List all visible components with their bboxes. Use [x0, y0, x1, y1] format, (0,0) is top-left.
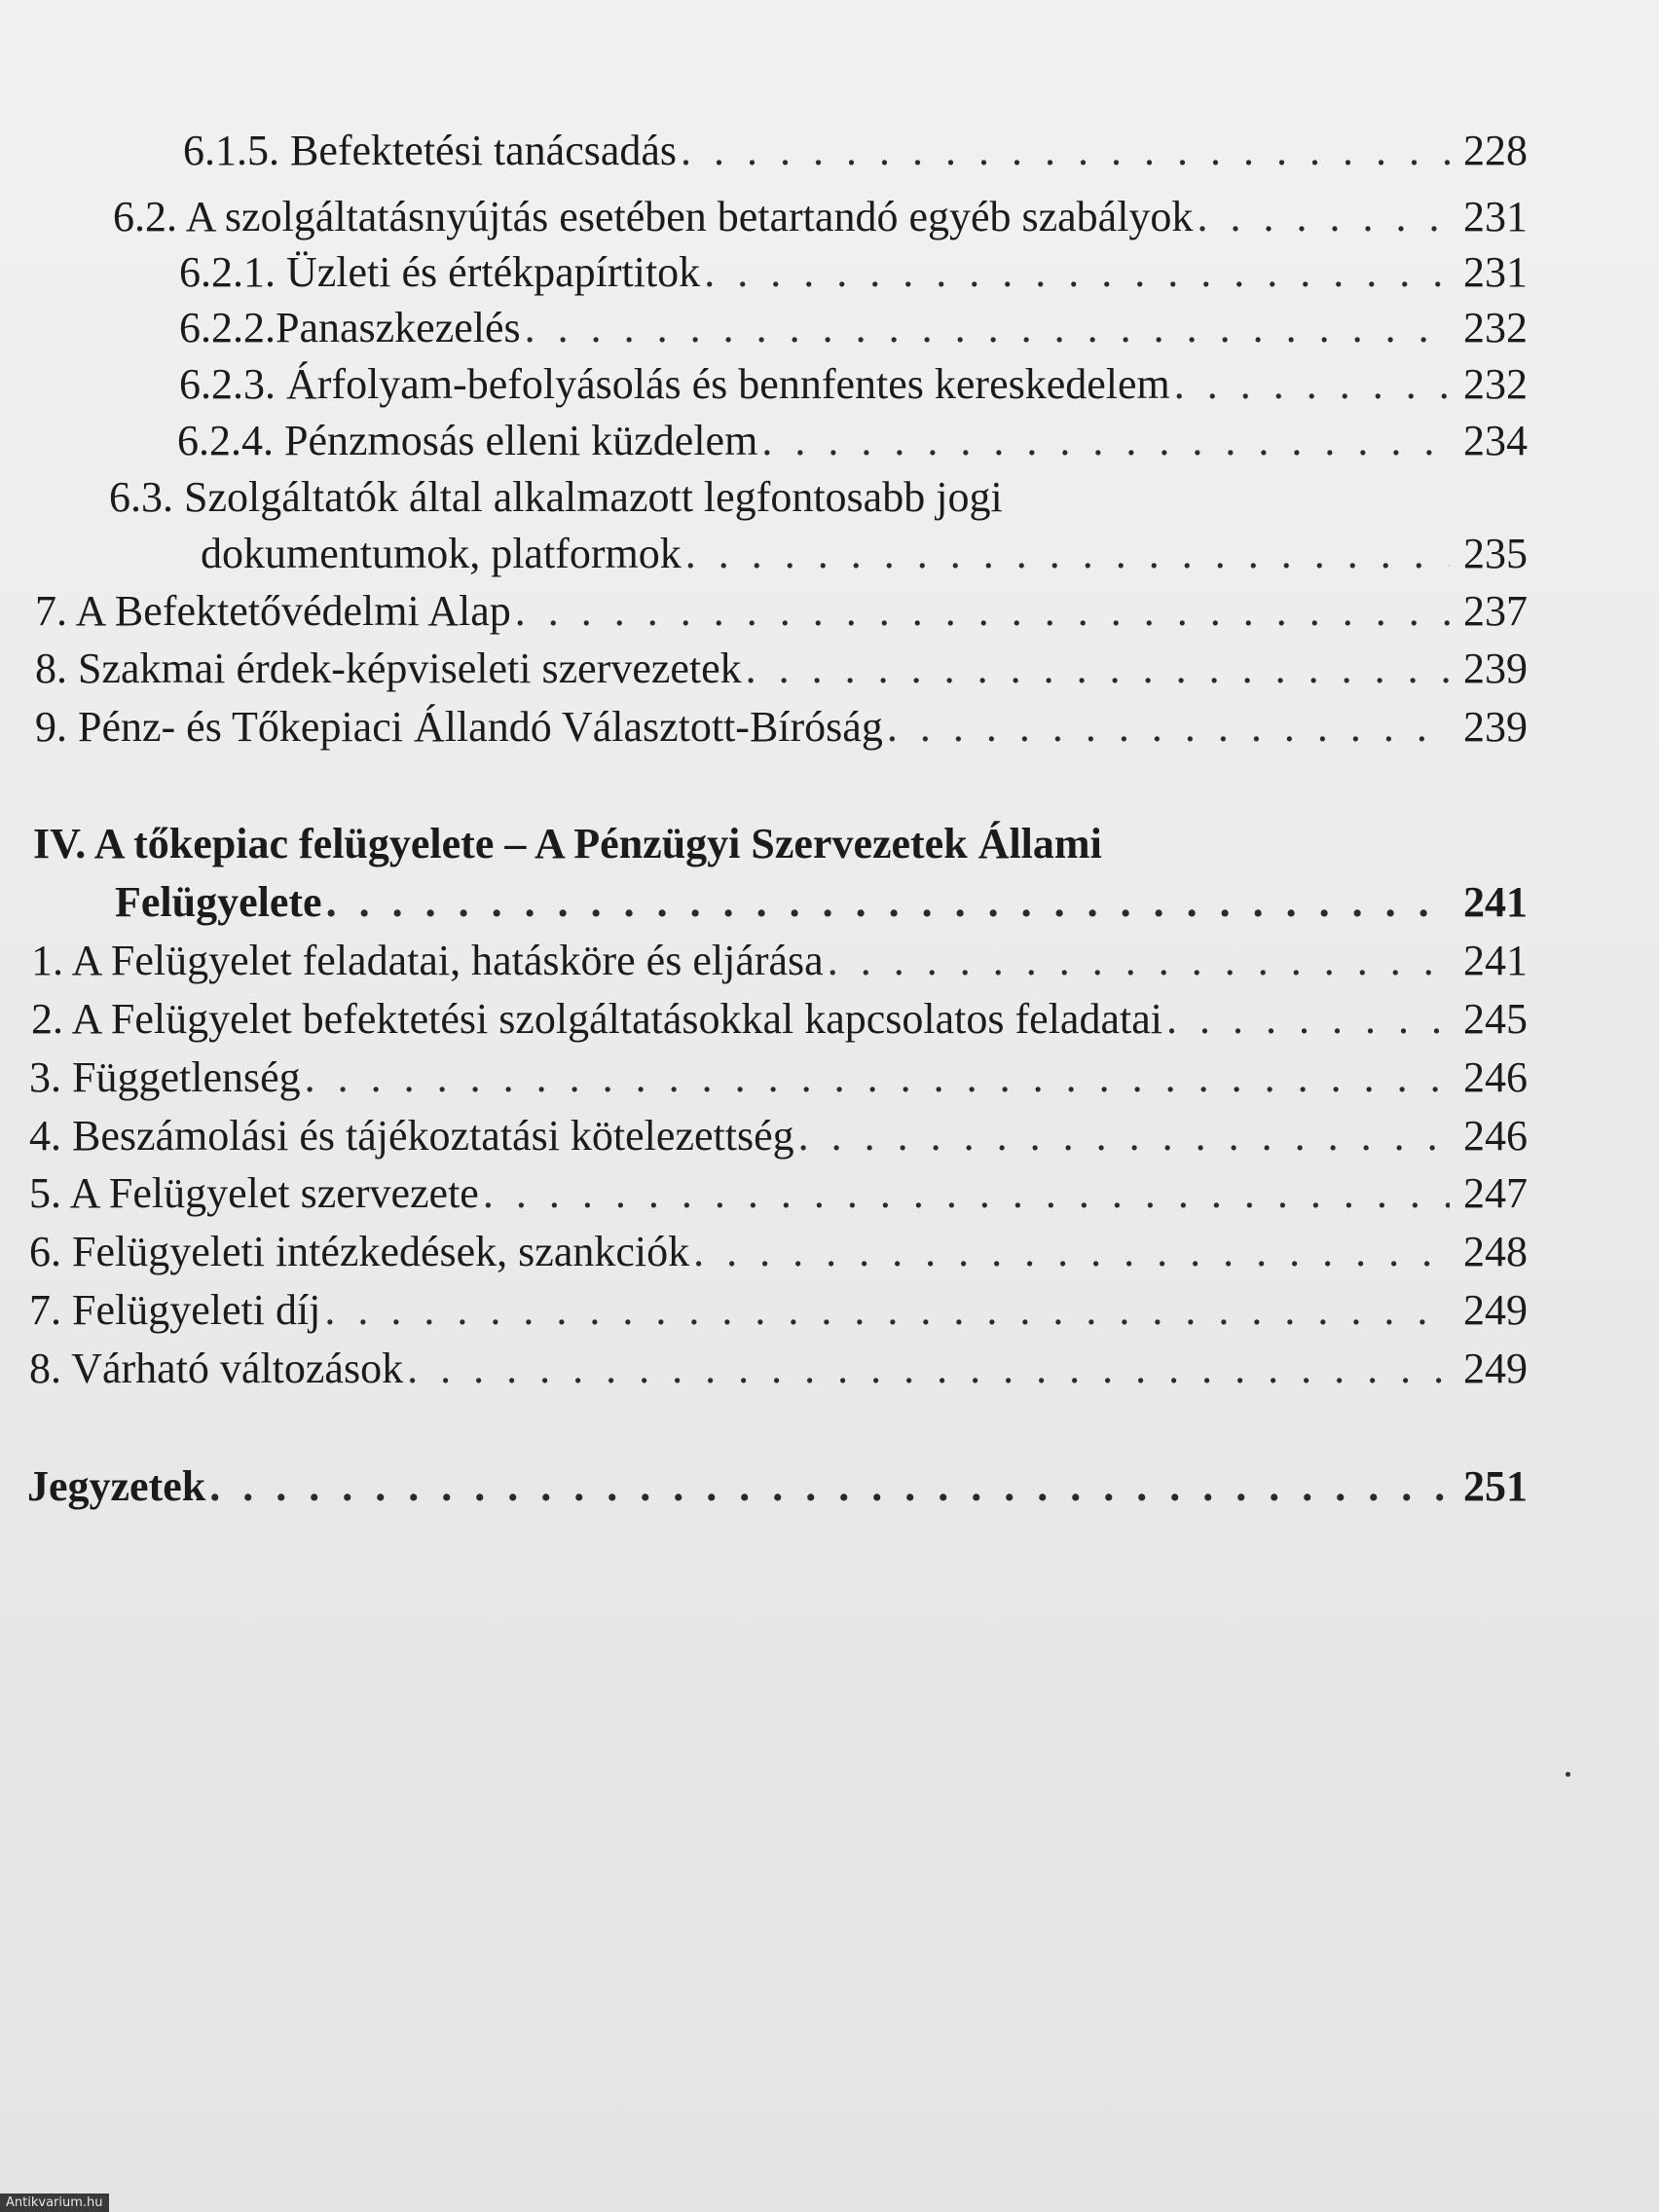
toc-entry: 9. Pénz- és Tőkepiaci Állandó Választott-Bíróság . . . 239 — [35, 703, 1528, 752]
leader-dots — [1197, 193, 1450, 241]
leader-dots — [798, 1112, 1450, 1161]
toc-entry: 6.2.1. Üzleti és értékpapírtitok . . . 231 — [179, 248, 1528, 297]
leader-dots — [681, 127, 1450, 175]
toc-entry: 7. A Befektetővédelmi Alap . . . 237 — [35, 587, 1528, 636]
toc-entry: 7. Felügyeleti díj . . . 249 — [29, 1286, 1528, 1335]
leader-dots — [761, 417, 1450, 465]
toc-entry: 5. A Felügyelet szervezete . . . 247 — [29, 1169, 1528, 1218]
leader-dots — [1174, 360, 1450, 409]
toc-entry-first-line: 6.3. Szolgáltatók által alkalmazott legfontosabb jogi — [109, 473, 1003, 521]
toc-entry: dokumentumok, platformok . . . 235 — [201, 530, 1528, 578]
toc-entry-chapter: Felügyelete . . . 241 — [115, 878, 1528, 927]
leader-dots — [1166, 995, 1450, 1044]
leader-dots — [209, 1462, 1450, 1511]
leader-dots — [746, 645, 1450, 693]
toc-entry: 4. Beszámolási és tájékoztatási kötelezettség . . . 246 — [29, 1112, 1528, 1161]
watermark-label: Antikvarium.hu — [0, 2194, 109, 2212]
leader-dots — [525, 304, 1450, 352]
leader-dots — [483, 1169, 1450, 1218]
leader-dots — [515, 587, 1450, 636]
toc-entry: 6.1.5. Befektetési tanácsadás . . . 228 — [183, 127, 1528, 175]
toc-entry: 8. Szakmai érdek-képviseleti szervezetek . . . 239 — [35, 645, 1528, 693]
leader-dots — [326, 878, 1450, 927]
leader-dots — [407, 1345, 1450, 1393]
leader-dots — [305, 1053, 1450, 1102]
leader-dots — [828, 937, 1450, 985]
leader-dots — [887, 703, 1450, 752]
toc-entry: 2. A Felügyelet befektetési szolgáltatásokkal kapcsolatos feladatai . . . 245 — [31, 995, 1528, 1044]
leader-dots — [685, 530, 1450, 578]
toc-entry: 3. Függetlenség . . . 246 — [29, 1053, 1528, 1102]
toc-entry: 6.2. A szolgáltatásnyújtás esetében betartandó egyéb szabályok . . . 231 — [113, 193, 1528, 241]
toc-entry: 8. Várható változások . . . 249 — [29, 1345, 1528, 1393]
chapter-heading-first-line: IV. A tőkepiac felügyelete – A Pénzügyi Szervezetek Állami — [33, 820, 1102, 867]
toc-entry: 1. A Felügyelet feladatai, hatásköre és eljárása . . . 241 — [31, 937, 1528, 985]
leader-dots — [693, 1228, 1450, 1276]
leader-dots — [324, 1286, 1450, 1335]
toc-entry: 6.2.3. Árfolyam-befolyásolás és bennfentes kereskedelem . . . 232 — [179, 360, 1528, 409]
toc-entry: 6. Felügyeleti intézkedések, szankciók . . . 248 — [29, 1228, 1528, 1276]
leader-dots — [704, 248, 1450, 297]
print-speck — [1566, 1772, 1570, 1777]
toc-entry: 6.2.4. Pénzmosás elleni küzdelem . . . 234 — [177, 417, 1528, 465]
toc-entry: 6.2.2.Panaszkezelés . . . 232 — [179, 304, 1528, 352]
toc-entry-notes: Jegyzetek . . . 251 — [27, 1462, 1528, 1511]
